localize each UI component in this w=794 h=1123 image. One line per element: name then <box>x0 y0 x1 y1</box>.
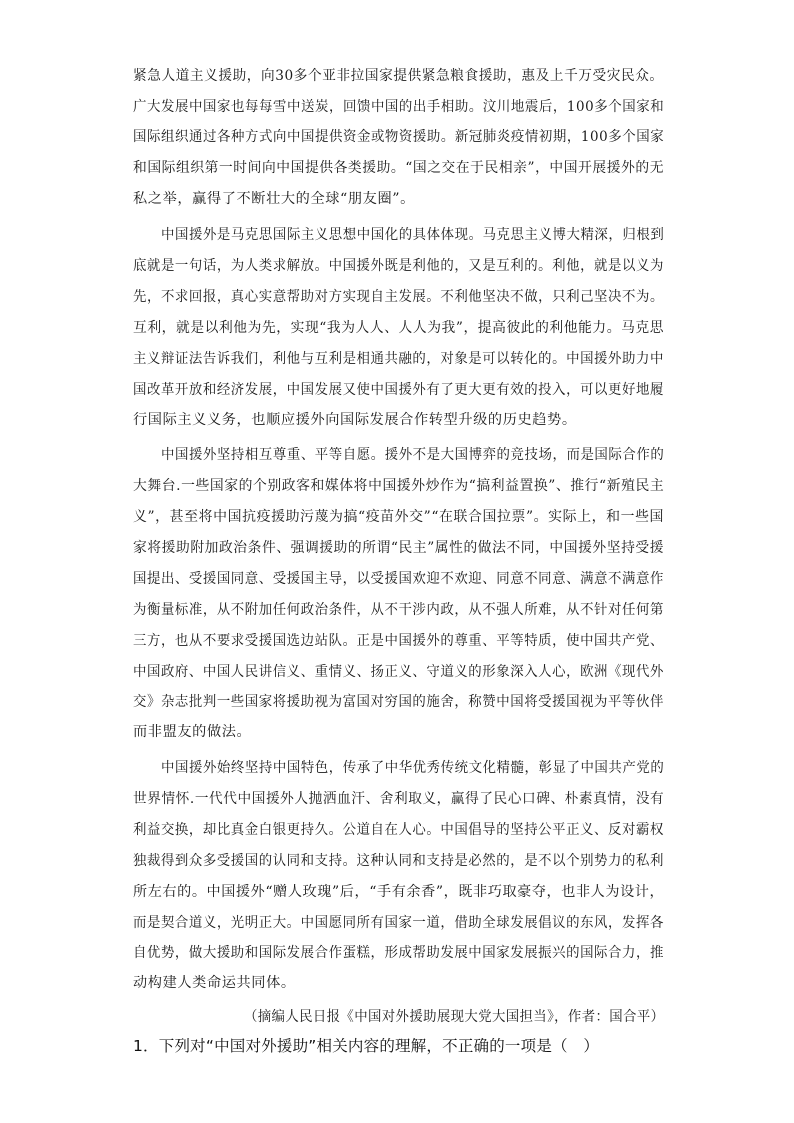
text-line: 自优势，做大援助和国际发展合作蛋糕，形成帮助发展中国家发展振兴的国际合力，推 <box>133 945 664 961</box>
text-line: 义”，甚至将中国抗疫援助污蔑为搞“疫苗外交”“在联合国拉票”。实际上，和一些国 <box>133 509 665 525</box>
text-line: 行国际主义义务，也顺应援外向国际发展合作转型升级的历史趋势。 <box>133 412 577 428</box>
text-line: 交》杂志批判一些国家将援助视为富国对穷国的施舍，称赞中国将受援国视为平等伙伴 <box>133 694 664 710</box>
text-line: 中国政府、中国人民讲信义、重情义、扬正义、守道义的形象深入人心，欧洲《现代外 <box>133 664 664 680</box>
text-line: 三方，也从不要求受援国选边站队。正是中国援外的尊重、平等特质，使中国共产党、 <box>133 633 664 649</box>
text-line: 利益交换，却比真金白银更持久。公道自在人心。中国倡导的坚持公平正义、反对霸权 <box>133 822 664 838</box>
text-line: 独裁得到众多受援国的认同和支持。这种认同和支持是必然的，是不以个别势力的私利 <box>133 853 664 869</box>
text-line: 大舞台.一些国家的个别政客和媒体将中国援外炒作为“搞利益置换”、推行“新殖民主 <box>133 478 665 494</box>
text-line: 先，不求回报，真心实意帮助对方实现自主发展。不利他坚决不做，只利己坚决不为。 <box>133 289 664 305</box>
text-line: 所左右的。中国援外“赠人玫瑰”后，“手有余香”，既非巧取豪夺，也非人为设计， <box>133 884 665 900</box>
text-line: 紧急人道主义援助，向30多个亚非拉国家提供紧急粮食援助，惠及上千万受灾民众。 <box>133 68 664 84</box>
text-line: 互利，就是以利他为先，实现“我为人人、人人为我”，提高彼此的利他能力。马克思 <box>133 320 665 336</box>
text-line: 私之举，赢得了不断壮大的全球“朋友圈”。 <box>133 191 415 207</box>
text-line: 而非盟友的做法。 <box>133 724 252 740</box>
text-line: 国提出、受援国同意、受援国主导，以受援国欢迎不欢迎、同意不同意、满意不满意作 <box>133 571 664 587</box>
text-line: 中国援外坚持相互尊重、平等自愿。援外不是大国博弈的竞技场，而是国际合作的 <box>161 447 665 463</box>
text-line: 广大发展中国家也每每雪中送炭，回馈中国的出手相助。汶川地震后，100多个国家和 <box>133 99 665 115</box>
text-line: 而是契合道义，光明正大。中国愿同所有国家一道，借助全球发展倡议的东风，发挥各 <box>133 915 664 931</box>
text-line: 世界情怀.一代代中国援外人抛洒血汗、舍利取义，赢得了民心口碑、朴素真情，没有 <box>133 791 665 807</box>
text-line: 主义辩证法告诉我们，利他与互利是相通共融的，对象是可以转化的。中国援外助力中 <box>133 351 664 367</box>
text-line: 和国际组织第一时间向中国提供各类援助。“国之交在于民相亲”，中国开展援外的无 <box>133 160 665 176</box>
source-citation: （摘编人民日报《中国对外援助展现大党大国担当》，作者：国合平） <box>244 1009 665 1025</box>
text-line: 中国援外是马克思国际主义思想中国化的具体体现。马克思主义博大精深，归根到 <box>161 227 665 243</box>
text-line: 底就是一句话，为人类求解放。中国援外既是利他的，又是互利的。利他，就是以义为 <box>133 258 664 274</box>
text-line: 国改革开放和经济发展，中国发展又使中国援外有了更大更有效的投入，可以更好地履 <box>133 382 664 398</box>
text-line: 为衡量标准，从不附加任何政治条件，从不干涉内政，从不强人所难，从不针对任何第 <box>133 602 664 618</box>
text-line: 动构建人类命运共同体。 <box>133 975 296 991</box>
question-1: 1．下列对“中国对外援助”相关内容的理解，不正确的一项是（ ） <box>133 1037 600 1055</box>
text-line: 中国援外始终坚持中国特色，传承了中华优秀传统文化精髓，彰显了中国共产党的 <box>161 760 665 776</box>
text-line: 国际组织通过各种方式向中国提供资金或物资援助。新冠肺炎疫情初期，100多个国家 <box>133 129 665 145</box>
text-line: 家将援助附加政治条件、强调援助的所谓“民主”属性的做法不同，中国援外坚持受援 <box>133 540 665 556</box>
